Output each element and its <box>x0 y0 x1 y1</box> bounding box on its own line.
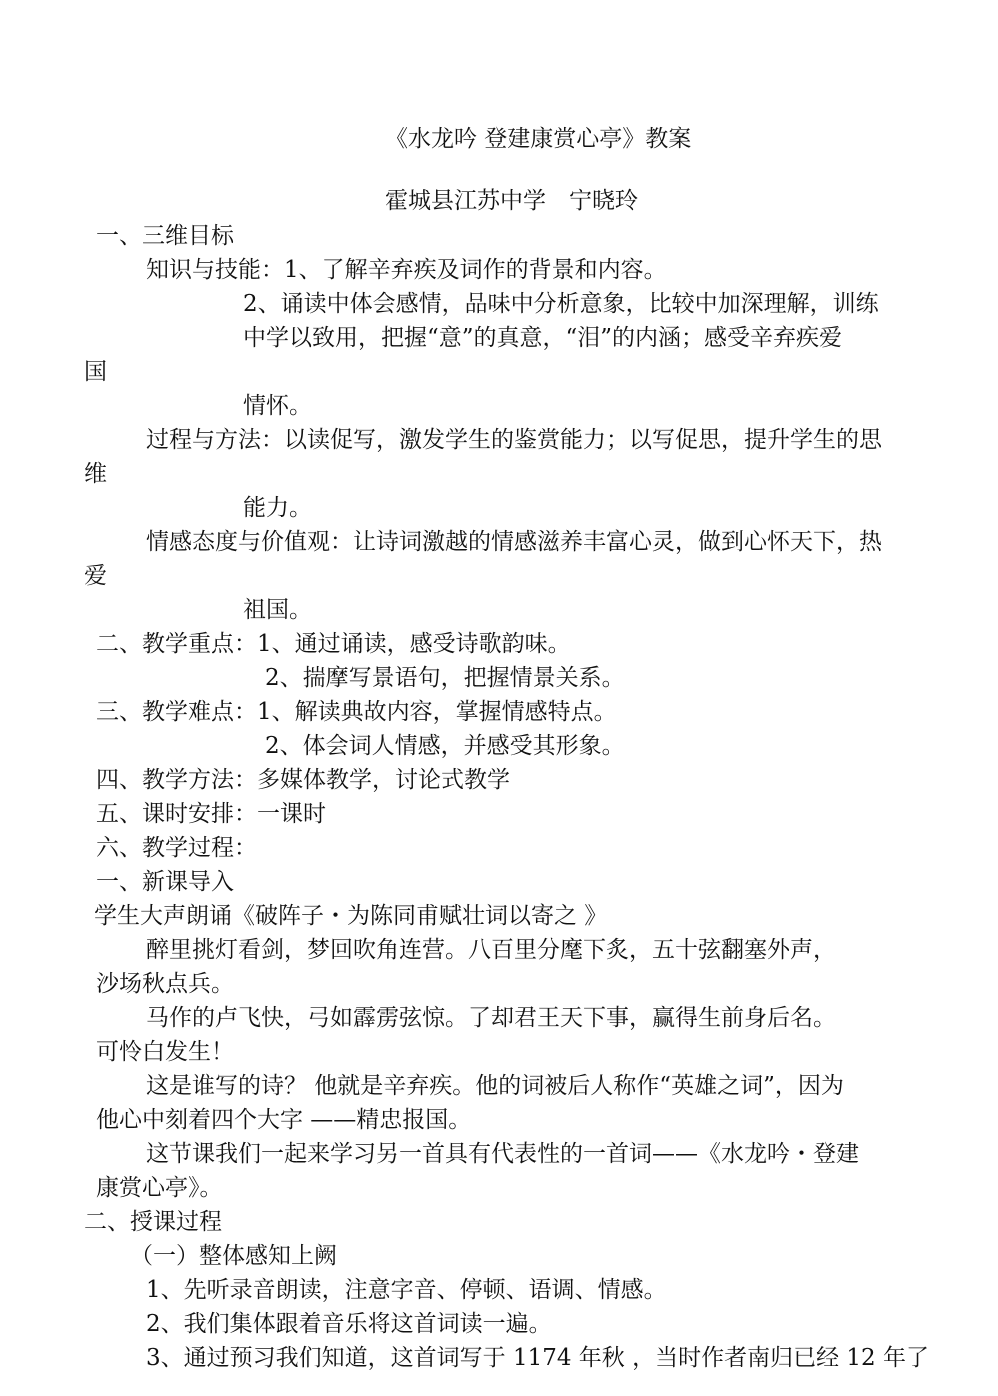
author-line: 霍城县江苏中学 宁晓玲 <box>385 188 638 214</box>
paragraph-line: 2、诵读中体会感情，品味中分析意象，比较中加深理解，训练 <box>243 291 879 317</box>
paragraph-line: 这是谁写的诗？ 他就是辛弃疾。他的词被后人称作“英雄之词”，因为 <box>146 1073 844 1099</box>
poem-line: 醉里挑灯看剑，梦回吹角连营。八百里分麾下炙，五十弦翻塞外声， <box>146 937 836 963</box>
paragraph-line: 这节课我们一起来学习另一首具有代表性的一首词——《水龙吟・登建 <box>146 1141 859 1167</box>
section-heading: 四、教学方法：多媒体教学，讨论式教学 <box>96 767 510 793</box>
section-heading: 五、课时安排：一课时 <box>96 801 326 827</box>
section-heading: 一、新课导入 <box>96 869 234 895</box>
section-heading: 二、教学重点：1、通过诵读，感受诗歌韵味。 <box>96 631 571 657</box>
paragraph-line: 2、体会词人情感，并感受其形象。 <box>265 733 625 759</box>
subsection-heading: （一）整体感知上阙 <box>130 1243 337 1269</box>
paragraph-line: 1、先听录音朗读，注意字音、停顿、语调、情感。 <box>146 1277 667 1303</box>
section-heading: 六、教学过程： <box>96 835 257 861</box>
paragraph-line: 康赏心亭》。 <box>96 1175 223 1201</box>
paragraph-line: 知识与技能：1、了解辛弃疾及词作的背景和内容。 <box>146 257 667 283</box>
paragraph-line: 他心中刻着四个大字 ——精忠报国。 <box>96 1107 472 1133</box>
paragraph-line: 情怀。 <box>243 393 312 419</box>
paragraph-line: 3、通过预习我们知道，这首词写于 1174 年秋 ，当时作者南归已经 12 年了 <box>146 1345 929 1371</box>
section-heading: 二、授课过程 <box>84 1209 222 1235</box>
paragraph-line: 能力。 <box>243 495 312 521</box>
paragraph-line: 中学以致用，把握“意”的真意，“泪”的内涵；感受辛弃疾爱 <box>243 325 843 351</box>
paragraph-line: 爱 <box>84 563 107 589</box>
poem-line: 马作的卢飞快，弓如霹雳弦惊。了却君王天下事，赢得生前身后名。 <box>146 1005 836 1031</box>
paragraph-line: 2、我们集体跟着音乐将这首词读一遍。 <box>146 1311 552 1337</box>
paragraph-line: 国 <box>84 359 107 385</box>
paragraph-line: 学生大声朗诵《破阵子・为陈同甫赋壮词以寄之 》 <box>94 903 608 929</box>
section-heading: 三、教学难点：1、解读典故内容，掌握情感特点。 <box>96 699 617 725</box>
document-title: 《水龙吟 登建康赏心亭》教案 <box>385 126 692 152</box>
paragraph-line: 2、揣摩写景语句，把握情景关系。 <box>265 665 625 691</box>
paragraph-line: 过程与方法：以读促写，激发学生的鉴赏能力；以写促思，提升学生的思 <box>146 427 882 453</box>
paragraph-line: 维 <box>84 461 107 487</box>
paragraph-line: 祖国。 <box>243 597 312 623</box>
section-heading: 一、三维目标 <box>96 223 234 249</box>
poem-line: 沙场秋点兵。 <box>96 971 234 997</box>
poem-line: 可怜白发生！ <box>96 1039 234 1065</box>
paragraph-line: 情感态度与价值观：让诗词激越的情感滋养丰富心灵，做到心怀天下，热 <box>146 529 882 555</box>
